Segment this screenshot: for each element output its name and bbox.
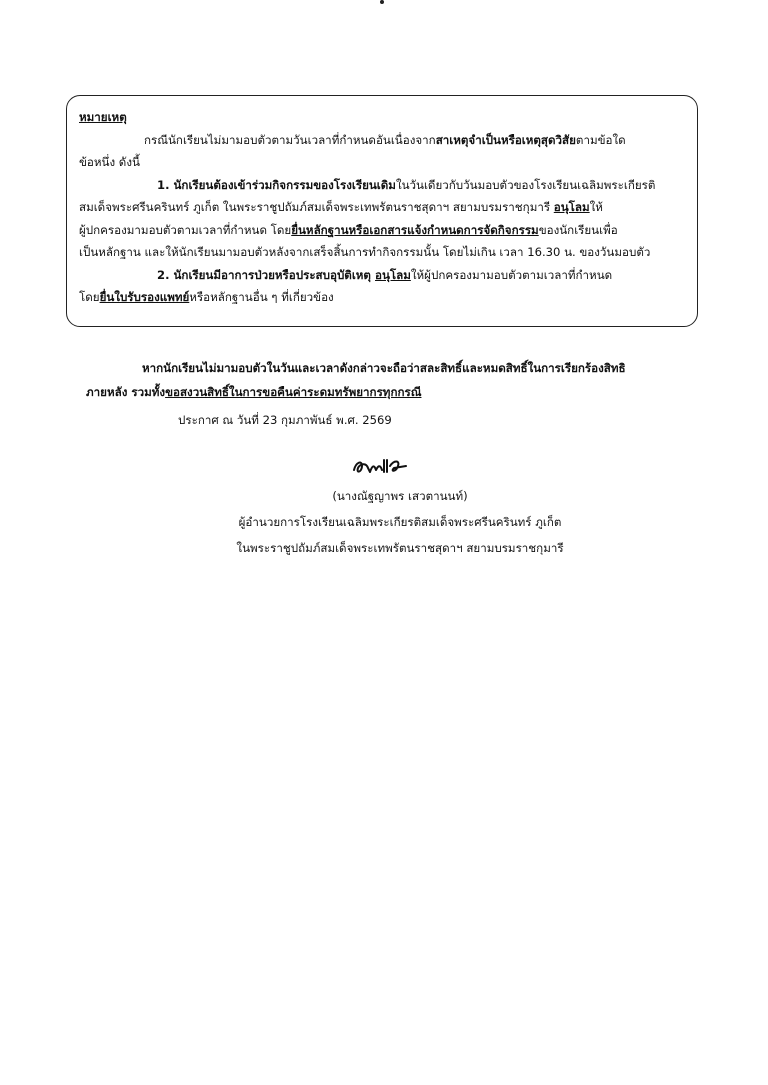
note-item1: 1. นักเรียนต้องเข้าร่วมกิจกรรมของโรงเรียนเดิมในวันเดียวกับวันมอบตัวของโรงเรียนเฉลิมพระเกียรติ bbox=[157, 177, 656, 192]
signature bbox=[350, 452, 410, 480]
scan-mark bbox=[380, 0, 384, 4]
statement-line1: หากนักเรียนไม่มามอบตัวในวันและเวลาดังกล่าวจะถือว่าสละสิทธิ์และหมดสิทธิ์ในการเรียกร้องสิทธิ bbox=[142, 361, 626, 375]
note-item2-line2: โดยยื่นใบรับรองแพทย์หรือหลักฐานอื่น ๆ ที่เกี่ยวข้อง bbox=[79, 290, 334, 304]
note-intro: กรณีนักเรียนไม่มามอบตัวตามวันเวลาที่กำหนดอันเนื่องจากสาเหตุจำเป็นหรือเหตุสุดวิสัยตามข้อใด bbox=[144, 132, 626, 147]
statement-line2: ภายหลัง รวมทั้งขอสงวนสิทธิ์ในการขอคืนค่าระดมทรัพยากรทุกกรณี bbox=[86, 385, 422, 399]
signatory-title-2: ในพระราชูปถัมภ์สมเด็จพระเทพรัตนราชสุดาฯ สยามบรมราชกุมารี bbox=[236, 541, 564, 555]
note-item1-line3: ผู้ปกครองมามอบตัวตามเวลาที่กำหนด โดยยื่นหลักฐานหรือเอกสารแจ้งกำหนดการจัดกิจกรรมของนักเรียนเพื่อ bbox=[79, 222, 618, 237]
forfeit-statement bbox=[86, 356, 698, 404]
note-item1-line4: เป็นหลักฐาน และให้นักเรียนมามอบตัวหลังจากเสร็จสิ้นการทำกิจกรรมนั้น โดยไม่เกิน เวลา 16.30 น. ของวันมอบตัว bbox=[79, 245, 651, 259]
notice-box bbox=[66, 95, 698, 327]
note-item2: 2. นักเรียนมีอาการป่วยหรือประสบอุบัติเหตุ อนุโลมให้ผู้ปกครองมามอบตัวตามเวลาที่กำหนด bbox=[157, 267, 613, 282]
announcement-date: ประกาศ ณ วันที่ 23 กุมภาพันธ์ พ.ศ. 2569 bbox=[178, 413, 392, 427]
note-heading: หมายเหตุ bbox=[79, 110, 127, 124]
signatory-name: (นางณัฐญาพร เสวตานนท์) bbox=[332, 489, 468, 503]
note-intro-line2: ข้อหนึ่ง ดังนี้ bbox=[79, 155, 140, 169]
signatory-block bbox=[200, 483, 600, 561]
signatory-title-1: ผู้อำนวยการโรงเรียนเฉลิมพระเกียรติสมเด็จพระศรีนครินทร์ ภูเก็ต bbox=[238, 515, 562, 529]
note-item1-line2: สมเด็จพระศรีนครินทร์ ภูเก็ต ในพระราชูปถัมภ์สมเด็จพระเทพรัตนราชสุดาฯ สยามบรมราชกุมารี อนุโลมให้ bbox=[79, 200, 603, 214]
